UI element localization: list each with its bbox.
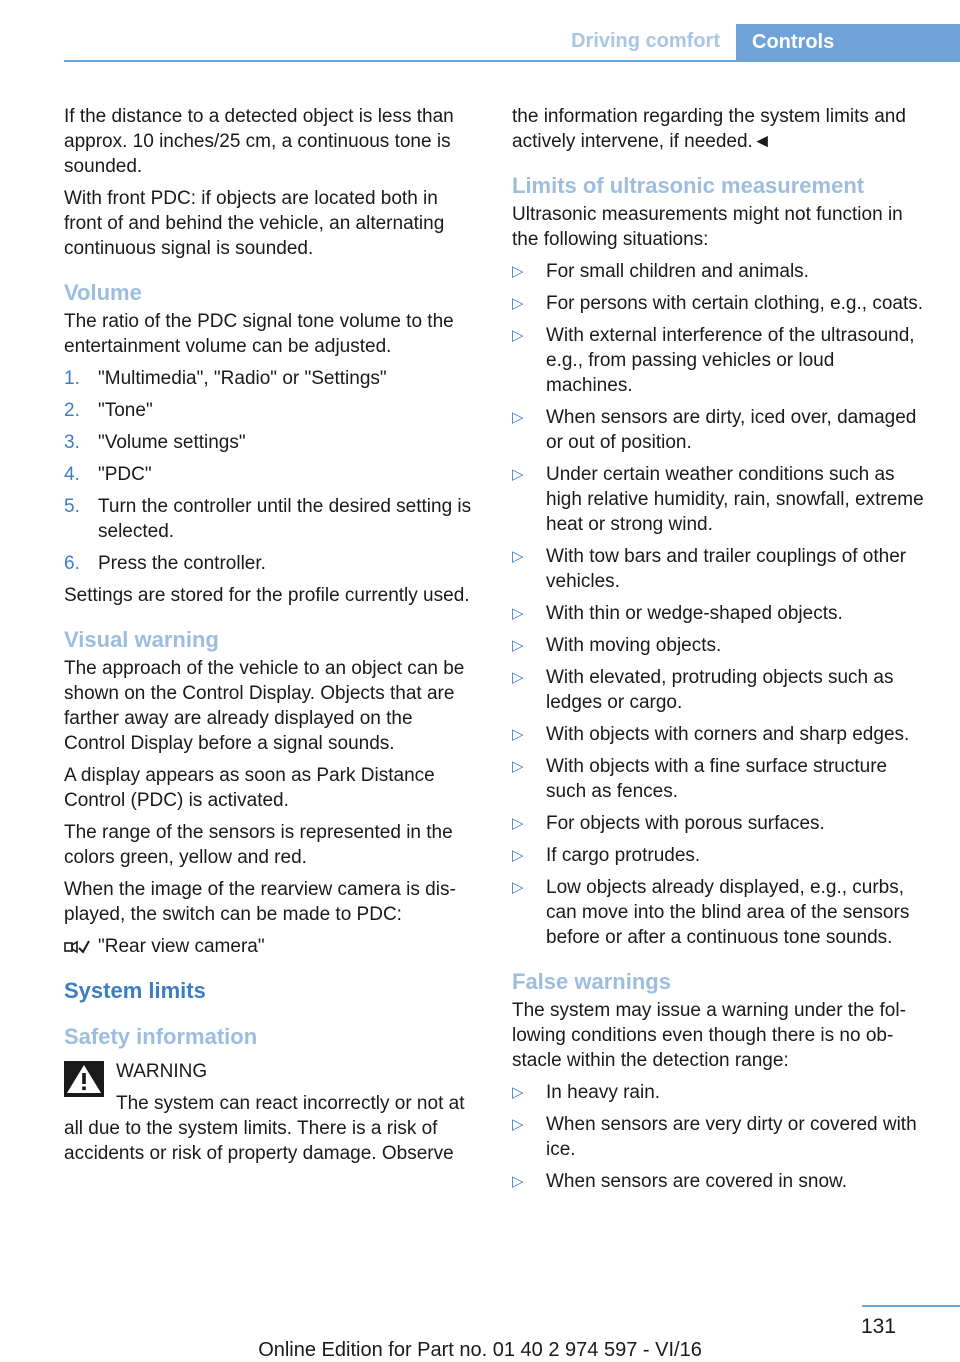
list-item [512, 259, 926, 284]
edition-footer: Online Edition for Part no. 01 40 2 974 597 - VI/16 [258, 1339, 702, 1361]
list-item [64, 462, 478, 487]
bullet-icon: ▷ [512, 1084, 524, 1101]
bullet-icon: ▷ [512, 637, 524, 654]
paragraph: When the image of the rearview camera is displayed, the switch can be made to PDC: [64, 879, 456, 925]
list-item-text: When sensors are covered in snow. [546, 1171, 847, 1192]
paragraph: the information regarding the system limits and actively intervene, if needed.◄ [512, 106, 906, 152]
bullet-icon: ▷ [512, 726, 524, 743]
step-text: Turn the controller until the desired setting is selected. [98, 496, 472, 542]
list-item [64, 398, 478, 423]
list-item [512, 665, 926, 715]
paragraph: If the distance to a detected object is less than approx. 10 inches/25 cm, a continuous tone is sounded. [64, 106, 454, 177]
left-column [64, 104, 478, 1173]
list-item [512, 754, 926, 804]
bullet-icon: ▷ [512, 327, 524, 344]
header-section: Driving comfort [571, 30, 720, 52]
page-number: 131 [860, 1315, 896, 1338]
bullet-icon: ▷ [512, 758, 524, 775]
camera-label: "Rear view camera" [98, 936, 265, 957]
paragraph: The system may issue a warning under the following conditions even though there is no obstacle within the detection range: [512, 1000, 906, 1071]
list-item [64, 494, 478, 544]
bullet-icon: ▷ [512, 263, 524, 280]
list-item [512, 722, 926, 747]
system-limits-heading: System limits [64, 978, 206, 1003]
paragraph: A display appears as soon as Park Distance Control (PDC) is activated. [64, 765, 435, 811]
list-item-text: With objects with corners and sharp edges. [546, 724, 910, 745]
list-item-text: With external interference of the ultrasound, e.g., from passing vehicles or loud machines. [546, 325, 915, 396]
bullet-icon: ▷ [512, 847, 524, 864]
paragraph: The range of the sensors is represented in the colors green, yellow and red. [64, 822, 453, 868]
paragraph: With front PDC: if objects are located both in front of and behind the vehicle, an alternating continuous signal is sounded. [64, 188, 445, 259]
paragraph: Ultrasonic measurements might not function in the following situations: [512, 204, 903, 250]
safety-information-heading: Safety information [64, 1024, 258, 1049]
step-text: Press the controller. [98, 553, 266, 574]
right-column [512, 104, 926, 1201]
step-number: 4. [64, 464, 80, 485]
step-text: "Multimedia", "Radio" or "Settings" [98, 368, 387, 389]
list-item-text: With moving objects. [546, 635, 722, 656]
paragraph: The ratio of the PDC signal tone volume to the entertainment volume can be adjusted. [64, 311, 454, 357]
list-item [512, 1112, 926, 1162]
bullet-icon: ▷ [512, 1116, 524, 1133]
list-item [64, 366, 478, 391]
list-item-text: With thin or wedge-shaped objects. [546, 603, 843, 624]
list-item [512, 1080, 926, 1105]
warning-box [64, 1059, 478, 1166]
volume-heading: Volume [64, 280, 142, 305]
false-warnings-list [512, 1080, 926, 1194]
list-item-text: With objects with a fine surface structure such as fences. [546, 756, 888, 802]
warning-title: WARNING [116, 1061, 208, 1082]
list-item [64, 430, 478, 455]
list-item-text: For objects with porous surfaces. [546, 813, 825, 834]
footer-divider [862, 1305, 960, 1307]
visual-warning-heading: Visual warning [64, 627, 219, 652]
list-item-text: When sensors are dirty, iced over, damaged or out of position. [546, 407, 917, 453]
bullet-icon: ▷ [512, 879, 524, 896]
list-item [512, 811, 926, 836]
step-number: 5. [64, 496, 80, 517]
limits-heading: Limits of ultrasonic measurement [512, 173, 865, 198]
list-item [64, 551, 478, 576]
step-text: "PDC" [98, 464, 152, 485]
paragraph: The approach of the vehicle to an object can be shown on the Control Display. Objects that are farther away are already displayed on the Control Display before a signal sounds. [64, 658, 465, 754]
list-item [512, 601, 926, 626]
list-item [512, 462, 926, 537]
header-chapter: Controls [736, 24, 960, 62]
list-item [512, 1169, 926, 1194]
list-item [512, 875, 926, 950]
list-item [512, 544, 926, 594]
list-item [512, 323, 926, 398]
volume-steps [64, 366, 478, 576]
step-number: 3. [64, 432, 80, 453]
bullet-icon: ▷ [512, 548, 524, 565]
step-text: "Tone" [98, 400, 153, 421]
list-item-text: If cargo protrudes. [546, 845, 701, 866]
step-text: "Volume settings" [98, 432, 246, 453]
list-item [512, 843, 926, 868]
list-item [512, 405, 926, 455]
warning-triangle-icon [64, 1061, 104, 1097]
bullet-icon: ▷ [512, 409, 524, 426]
list-item-text: In heavy rain. [546, 1082, 661, 1103]
bullet-icon: ▷ [512, 295, 524, 312]
list-item [512, 633, 926, 658]
list-item-text: With elevated, protruding objects such as ledges or cargo. [546, 667, 894, 713]
list-item-text: Under certain weather conditions such as high relative humidity, rain, snowfall, extreme heat or strong wind. [546, 464, 924, 535]
paragraph: Settings are stored for the profile currently used. [64, 585, 470, 606]
list-item-text: When sensors are very dirty or covered with ice. [546, 1114, 917, 1160]
bullet-icon: ▷ [512, 1173, 524, 1190]
bullet-icon: ▷ [512, 669, 524, 686]
bullet-icon: ▷ [512, 466, 524, 483]
list-item-text: Low objects already displayed, e.g., curbs, can move into the blind area of the sensors before or after a continuous tone sounds. [546, 877, 910, 948]
false-warnings-heading: False warnings [512, 969, 671, 994]
warning-text: The system can react incorrectly or not at all due to the system limits. There is a risk of accidents or risk of property damage. Observe [64, 1093, 465, 1164]
step-number: 6. [64, 553, 80, 574]
list-item-text: For small children and animals. [546, 261, 809, 282]
bullet-icon: ▷ [512, 815, 524, 832]
list-item-text: With tow bars and trailer couplings of other vehicles. [546, 546, 907, 592]
bullet-icon: ▷ [512, 605, 524, 622]
list-item-text: For persons with certain clothing, e.g., coats. [546, 293, 924, 314]
page-header [64, 24, 960, 62]
rear-view-camera-icon [64, 939, 90, 955]
limits-list [512, 259, 926, 950]
camera-switch-line [64, 934, 478, 959]
step-number: 2. [64, 400, 80, 421]
step-number: 1. [64, 368, 80, 389]
list-item [512, 291, 926, 316]
